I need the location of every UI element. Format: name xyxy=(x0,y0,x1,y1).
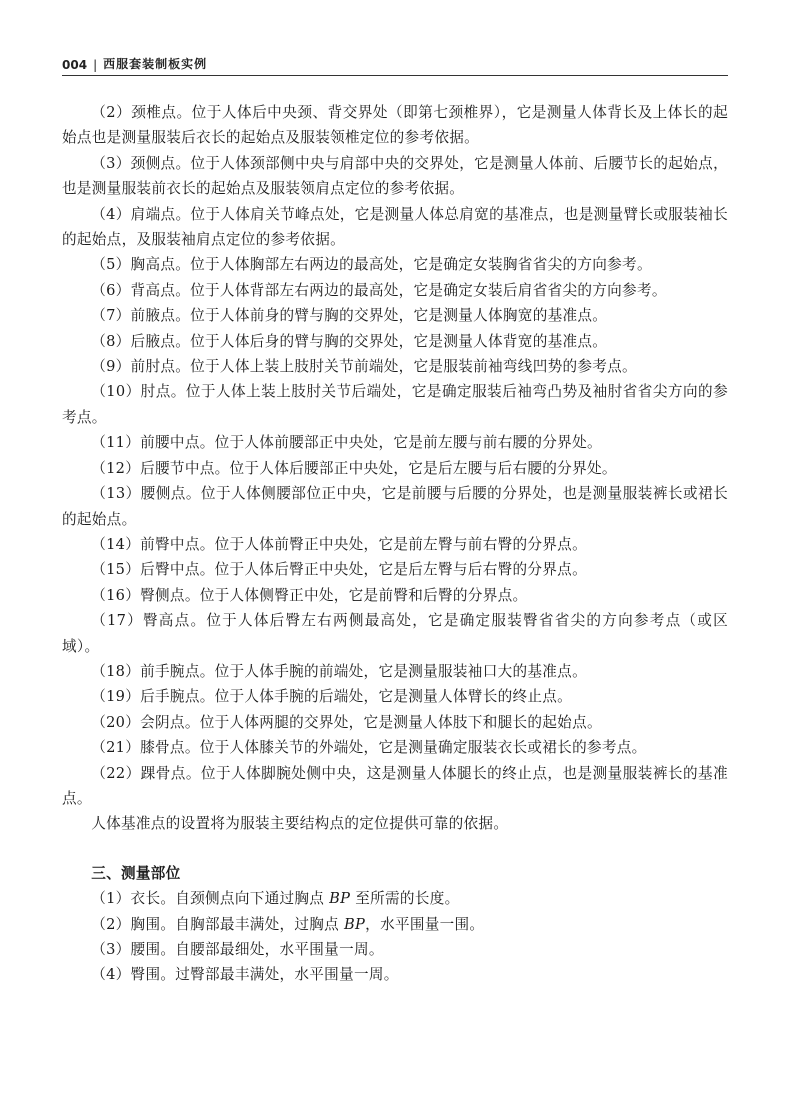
measurement-item-text: ，水平围量一围。 xyxy=(365,915,485,933)
point-paragraph: （2）颈椎点。位于人体后中央颈、背交界处（即第七颈椎界），它是测量人体背长及上体长的起始点也是测量服装后衣长的起始点及服装领椎定位的参考依据。 xyxy=(62,104,728,147)
bp-term: BP xyxy=(344,915,366,933)
page-body xyxy=(62,100,728,988)
measurement-item-text: 至所需的长度。 xyxy=(350,890,460,908)
measurement-item xyxy=(62,937,728,962)
point-paragraph: （3）颈侧点。位于人体颈部侧中央与肩部中央的交界处，它是测量人体前、后腰节长的起始点，也是测量服装前衣长的起始点及服装领肩点定位的参考依据。 xyxy=(62,154,728,198)
point-paragraph: （9）前肘点。位于人体上装上肢肘关节前端处，它是服装前袖弯线凹势的参考点。 xyxy=(91,358,637,376)
measurement-item-text: （4）臀围。过臀部最丰满处，水平围量一周。 xyxy=(91,966,399,984)
running-header xyxy=(62,50,728,76)
point-paragraph: （4）肩端点。位于人体肩关节峰点处，它是测量人体总肩宽的基准点，也是测量臂长或服装袖长的起始点，及服装袖肩点定位的参考依据。 xyxy=(62,205,728,249)
point-paragraph: （8）后腋点。位于人体后身的臂与胸的交界处，它是测量人体背宽的基准点。 xyxy=(91,332,608,350)
point-paragraph: （17）臀高点。位于人体后臀左右两侧最高处，它是确定服装臀省省尖的方向参考点（或区域）。 xyxy=(62,612,728,655)
point-paragraph: （11）前腰中点。位于人体前腰部正中央处，它是前左腰与前右腰的分界处。 xyxy=(91,434,602,452)
point-paragraph: （18）前手腕点。位于人体手腕的前端处，它是测量服装袖口大的基准点。 xyxy=(91,662,587,680)
measurement-item-text: （1）衣长。自颈侧点向下通过胸点 xyxy=(91,890,330,908)
measurement-item-text: （3）腰围。自腰部最细处，水平围量一周。 xyxy=(91,941,384,958)
header-separator: | xyxy=(93,58,98,72)
bp-term: BP xyxy=(329,890,351,908)
section-heading: 三、测量部位 xyxy=(91,864,181,882)
measurement-item xyxy=(62,962,728,987)
point-paragraph: （5）胸高点。位于人体胸部左右两边的最高处，它是确定女装胸省省尖的方向参考。 xyxy=(91,256,652,274)
summary-paragraph: 人体基准点的设置将为服装主要结构点的定位提供可靠的依据。 xyxy=(91,815,509,833)
point-paragraph: （6）背高点。位于人体背部左右两边的最高处，它是确定女装后肩省省尖的方向参考。 xyxy=(91,281,667,299)
point-paragraph: （20）会阴点。位于人体两腿的交界处，它是测量人体肢下和腿长的起始点。 xyxy=(91,713,602,731)
point-paragraph: （16）臀侧点。位于人体侧臀正中处，它是前臀和后臀的分界点。 xyxy=(91,586,528,604)
point-paragraph: （14）前臀中点。位于人体前臀正中央处，它是前左臀与前右臀的分界点。 xyxy=(91,535,587,553)
measurement-item xyxy=(62,886,728,911)
book-title: 西服套装制板实例 xyxy=(103,57,208,71)
page-number: 004 xyxy=(62,58,88,72)
point-paragraph: （15）后臀中点。位于人体后臀正中央处，它是后左臀与后右臀的分界点。 xyxy=(91,561,587,579)
measurement-item-text: （2）胸围。自胸部最丰满处，过胸点 xyxy=(91,915,345,933)
point-paragraph: （10）肘点。位于人体上装上肢肘关节后端处，它是确定服装后袖弯凸势及袖肘省省尖方向的参考点。 xyxy=(62,383,728,426)
point-paragraph: （13）腰侧点。位于人体侧腰部位正中央，它是前腰与后腰的分界处，也是测量服装裤长或裙长的起始点。 xyxy=(62,485,728,528)
point-paragraph: （19）后手腕点。位于人体手腕的后端处，它是测量人体臂长的终止点。 xyxy=(91,688,573,706)
point-paragraph: （22）踝骨点。位于人体脚腕处侧中央，这是测量人体腿长的终止点，也是测量服装裤长的基准点。 xyxy=(62,764,728,807)
measurement-item xyxy=(62,912,728,937)
point-paragraph: （21）膝骨点。位于人体膝关节的外端处，它是测量确定服装衣长或裙长的参考点。 xyxy=(91,739,647,757)
point-paragraph: （12）后腰节中点。位于人体后腰部正中央处，它是后左腰与后右腰的分界处。 xyxy=(91,459,617,477)
point-paragraph: （7）前腋点。位于人体前身的臂与胸的交界处，它是测量人体胸宽的基准点。 xyxy=(91,307,608,325)
